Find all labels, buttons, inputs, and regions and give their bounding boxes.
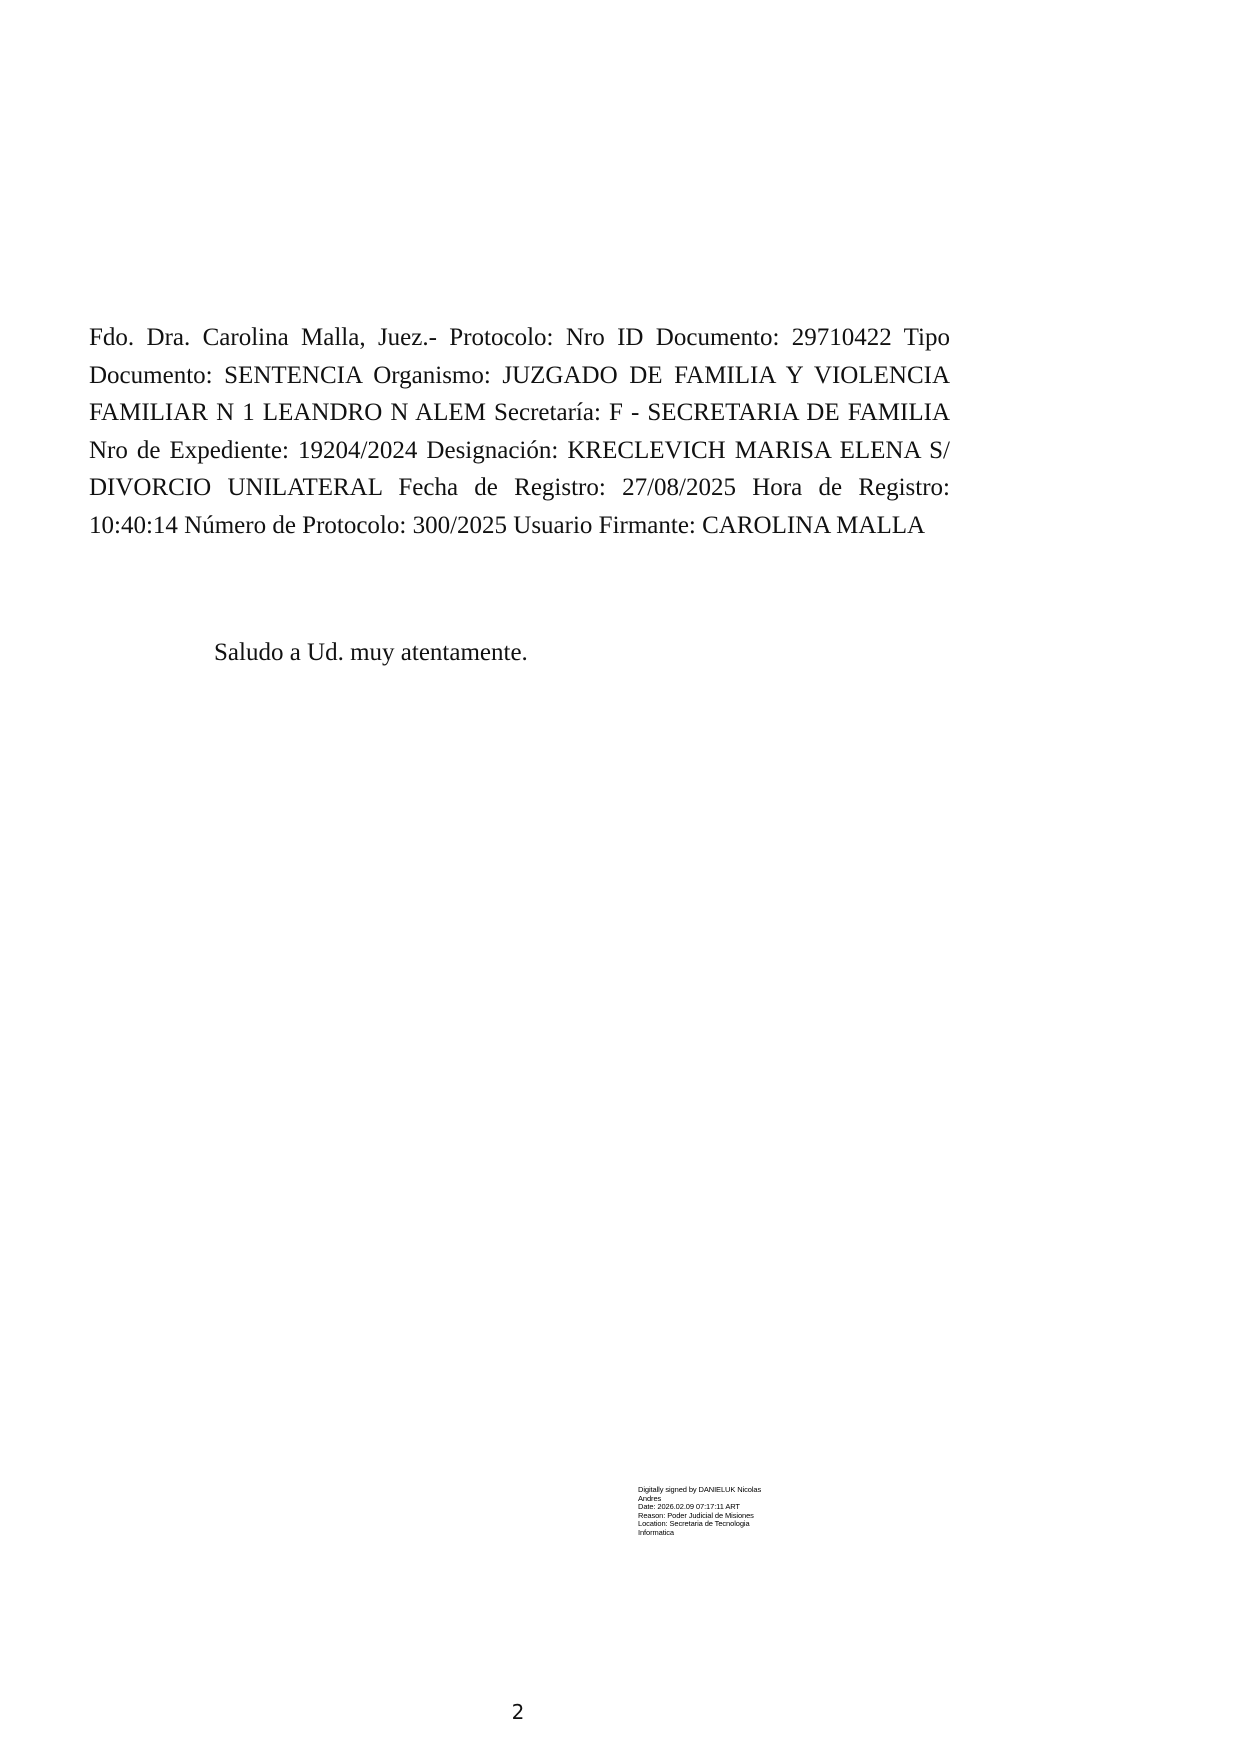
closing-greeting: Saludo a Ud. muy atentamente.	[214, 639, 528, 666]
signature-line-signer: Digitally signed by DANIELUK Nicolas	[638, 1485, 762, 1494]
signature-line-signer-cont: Andres	[638, 1493, 662, 1503]
signature-line-date: Date: 2026.02.09 07:17:11 ART	[638, 1502, 740, 1512]
signature-line-location-cont: Informatica	[638, 1527, 674, 1537]
protocol-paragraph: Fdo. Dra. Carolina Malla, Juez.- Protocolo: Nro ID Documento: 29710422 Tipo Documento: SENTENCIA Organismo: JUZGADO DE FAMILIA Y VIOLENCIA FAMILIAR N 1 LEANDRO N ALEM Secretaría: F - SECRETARIA DE FAMILIA Nro de Expediente: 19204/2024 Designación: KRECLEVICH MARISA ELENA S/ DIVORCIO UNILATERAL Fecha de Registro: 27/08/2025 Hora de Registro: 10:40:14 Número de Protocolo: 300/2025 Usuario Firmante: CAROLINA MALLA	[89, 324, 950, 539]
digital-signature-stamp	[638, 1486, 788, 1538]
page-number: 2	[511, 1700, 525, 1724]
signature-line-location: Location: Secretaria de Tecnologia	[638, 1519, 750, 1529]
signature-line-reason: Reason: Poder Judicial de Misiones	[638, 1510, 754, 1520]
